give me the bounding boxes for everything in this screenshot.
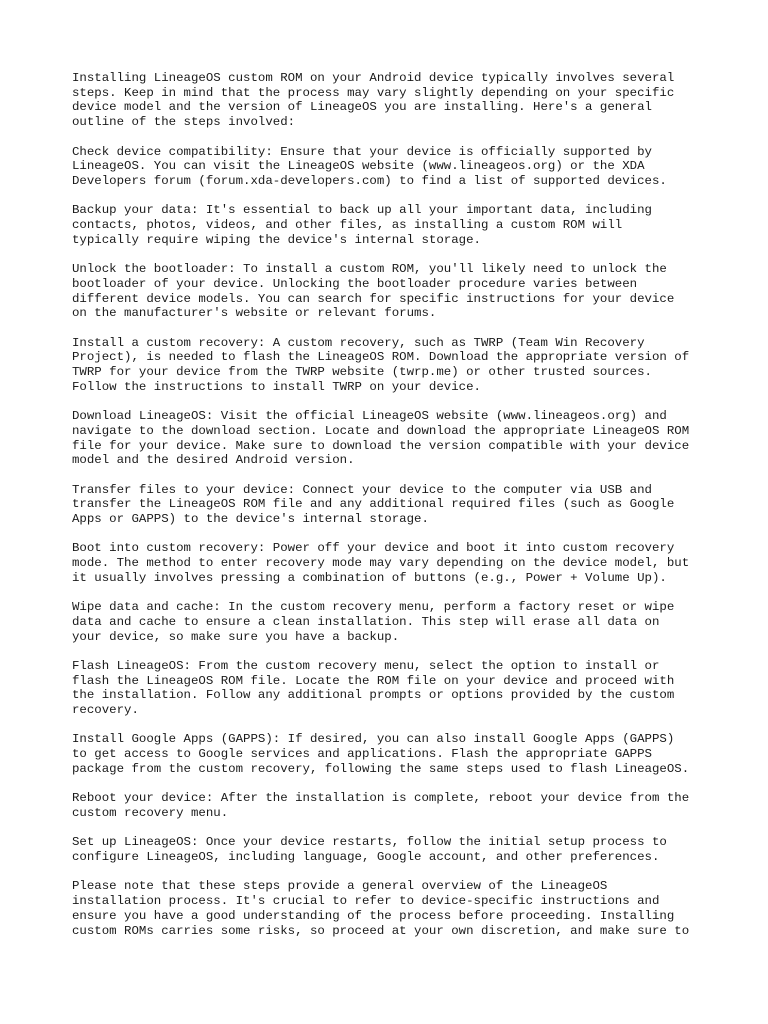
intro-paragraph: Installing LineageOS custom ROM on your Android device typically involves several steps. Keep in mind that the process may vary slightly depending on your specific device model and the version of LineageOS you are installing. Here's a general outline of the steps involved: xyxy=(72,71,675,130)
step-flash-lineageos: Flash LineageOS: From the custom recovery menu, select the option to install or flash the LineageOS ROM file. Locate the ROM file on your device and proceed with the installation. Follow any additional prompts or options provided by the custom recovery. xyxy=(72,658,675,718)
step-backup-data: Backup your data: It's essential to back up all your important data, including contacts, photos, videos, and other files, as installing a custom ROM will typically require wiping the device's internal storage. xyxy=(72,203,652,247)
step-boot-recovery: Boot into custom recovery: Power off your device and boot it into custom recovery mode. The method to enter recovery mode may vary depending on the device model, but it usually involves pressing a combination of buttons (e.g., Power + Volume Up). xyxy=(72,541,690,585)
step-transfer-files: Transfer files to your device: Connect your device to the computer via USB and transfer the LineageOS ROM file and any additional required files (such as Google Apps or GAPPS) to the device's internal storage. xyxy=(72,482,675,526)
closing-note-paragraph: Please note that these steps provide a general overview of the LineageOS installation process. It's crucial to refer to device-specific instructions and ensure you have a good understanding of the process before proceeding. Installing custom ROMs carries some risks, so proceed at your own discretion, and make sure to xyxy=(72,879,690,938)
step-unlock-bootloader: Unlock the bootloader: To install a custom ROM, you'll likely need to unlock the bootloader of your device. Unlocking the bootloader procedure varies between different device models. You can search for specific instructions for your device on the manufacturer's website or relevant forums. xyxy=(72,262,675,321)
step-wipe-data: Wipe data and cache: In the custom recovery menu, perform a factory reset or wipe data and cache to ensure a clean installation. This step will erase all data on your device, so make sure you have a backup. xyxy=(72,600,675,644)
document-page xyxy=(72,71,712,953)
step-check-compatibility: Check device compatibility: Ensure that your device is officially supported by LineageOS. You can visit the LineageOS website (www.lineageos.org) or the XDA Developers forum (forum.xda-developers.com) to find a list of supported devices. xyxy=(72,144,667,188)
step-reboot-device: Reboot your device: After the installation is complete, reboot your device from the custom recovery menu. xyxy=(72,791,690,820)
step-download-lineageos: Download LineageOS: Visit the official LineageOS website (www.lineageos.org) and navigate to the download section. Locate and download the appropriate LineageOS ROM file for your device. Make sure to download the version compatible with your device model and the desired Android version. xyxy=(72,409,690,468)
step-setup-lineageos: Set up LineageOS: Once your device restarts, follow the initial setup process to configure LineageOS, including language, Google account, and other preferences. xyxy=(72,835,667,865)
step-install-recovery: Install a custom recovery: A custom recovery, such as TWRP (Team Win Recovery Project), is needed to flash the LineageOS ROM. Download the appropriate version of TWRP for your device from the TWRP website (twrp.me) or other trusted sources. Follow the instructions to install TWRP on your device. xyxy=(72,335,690,394)
step-install-gapps: Install Google Apps (GAPPS): If desired, you can also install Google Apps (GAPPS) to get access to Google services and applications. Flash the appropriate GAPPS package from the custom recovery, following the same steps used to flash LineageOS. xyxy=(72,732,690,776)
